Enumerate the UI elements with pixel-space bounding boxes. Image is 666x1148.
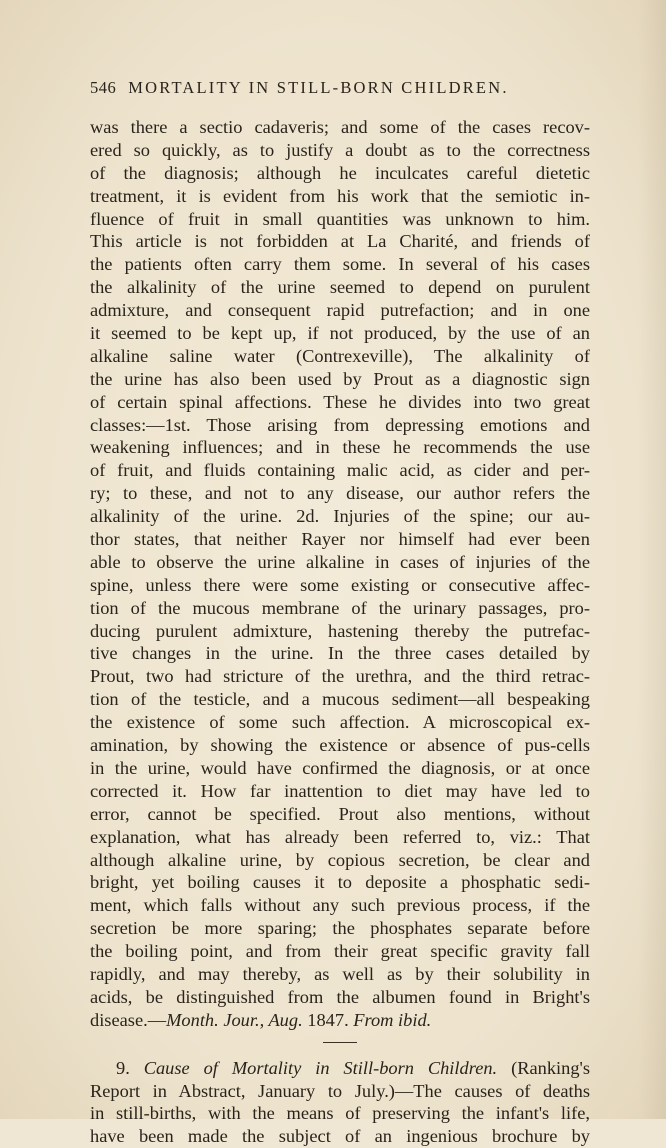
text-line: thor states, that neither Rayer nor himself had ever been (90, 529, 590, 550)
text-line: alkalinity of the urine. 2d. Injuries of the spine; our au- (90, 506, 590, 527)
text-line: admixture, and consequent rapid putrefaction; and in one (90, 300, 590, 321)
citation-year: 1847. (302, 1009, 354, 1030)
section-heading-rest: (Ranking's (497, 1057, 590, 1078)
text-line: ducing purulent admixture, hastening thereby the putrefac- (90, 620, 590, 641)
text-line: Report in Abstract, January to July.)—The causes of deaths (90, 1080, 590, 1101)
section-number: 9. (116, 1057, 130, 1078)
paragraph-mortality-still-born (90, 1057, 590, 1148)
text-line: the existence of some such affection. A microscopical ex- (90, 712, 590, 733)
running-header (90, 78, 590, 98)
text-line: rapidly, and may thereby, as well as by their solubility in (90, 963, 590, 984)
text-line: the boiling point, and from their great specific gravity fall (90, 941, 590, 962)
citation-from-ibid: From ibid. (353, 1009, 432, 1030)
text-line: treatment, it is evident from his work that the semiotic in- (90, 185, 590, 206)
text-line: the patients often carry them some. In several of his cases (90, 254, 590, 275)
text-line: acids, be distinguished from the albumen found in Bright's (90, 986, 590, 1007)
text-line: amination, by showing the existence or absence of pus-cells (90, 735, 590, 756)
paragraph-prout-alkaline-urine (90, 116, 590, 1032)
text-line: in still-births, with the means of preserving the infant's life, (90, 1103, 590, 1124)
text-line: ered so quickly, as to justify a doubt as to the correctness (90, 139, 590, 160)
section-title: Cause of Mortality in Still-born Children. (143, 1057, 498, 1078)
text-line: tive changes in the urine. In the three cases detailed by (90, 643, 590, 664)
text-line: able to observe the urine alkaline in cases of injuries of the (90, 551, 590, 572)
text-line: was there a sectio cadaveris; and some of the cases recov- (90, 117, 590, 137)
text-line: error, cannot be specified. Prout also mentions, without (90, 803, 590, 824)
text-line: explanation, what has already been referred to, viz.: That (90, 826, 590, 847)
text-line: ment, which falls without any such previous process, if the (90, 895, 590, 916)
text-line: the urine has also been used by Prout as a diagnostic sign (90, 368, 590, 389)
text-line: corrected it. How far inattention to diet may have led to (90, 780, 590, 801)
text-line: of fruit, and fluids containing malic acid, as cider and per- (90, 460, 590, 481)
text-line: bright, yet boiling causes it to deposite a phosphatic sedi- (90, 872, 590, 893)
text-line: spine, unless there were some existing or consecutive affec- (90, 574, 590, 595)
text-line: fluence of fruit in small quantities was unknown to him. (90, 208, 590, 229)
text-line: weakening influences; and in these he recommends the use (90, 437, 590, 458)
citation-line (90, 1009, 590, 1032)
text-line: classes:—1st. Those arising from depressing emotions and (90, 414, 590, 435)
text-line: Prout, two had stricture of the urethra, and the third retrac- (90, 666, 590, 687)
text-line: it seemed to be kept up, if not produced, by the use of an (90, 323, 590, 344)
text-line: of certain spinal affections. These he divides into two great (90, 391, 590, 412)
section-heading-line (90, 1057, 590, 1080)
text-line: alkaline saline water (Contrexeville), The alkalinity of (90, 345, 590, 366)
citation-source: Month. Jour., Aug. (166, 1009, 303, 1030)
page-body (90, 116, 590, 1148)
text-line: although alkaline urine, by copious secretion, be clear and (90, 849, 590, 870)
text-line: ry; to these, and not to any disease, our author refers the (90, 483, 590, 504)
citation-lead: disease.— (90, 1009, 167, 1030)
text-line: secretion be more sparing; the phosphates separate before (90, 918, 590, 939)
text-line: the alkalinity of the urine seemed to depend on purulent (90, 277, 590, 298)
text-line: tion of the mucous membrane of the urinary passages, pro- (90, 597, 590, 618)
running-title: MORTALITY IN STILL-BORN CHILDREN. (128, 78, 509, 97)
text-line: have been made the subject of an ingenious brochure by (90, 1126, 590, 1147)
text-line: This article is not forbidden at La Charité, and friends of (90, 231, 590, 252)
section-divider (323, 1042, 357, 1043)
text-line: tion of the testicle, and a mucous sediment—all bespeaking (90, 689, 590, 710)
page-number: 546 (90, 78, 117, 97)
text-line: of the diagnosis; although he inculcates careful dietetic (90, 162, 590, 183)
text-line: in the urine, would have confirmed the diagnosis, or at once (90, 757, 590, 778)
page-gutter-shadow (638, 0, 666, 1119)
